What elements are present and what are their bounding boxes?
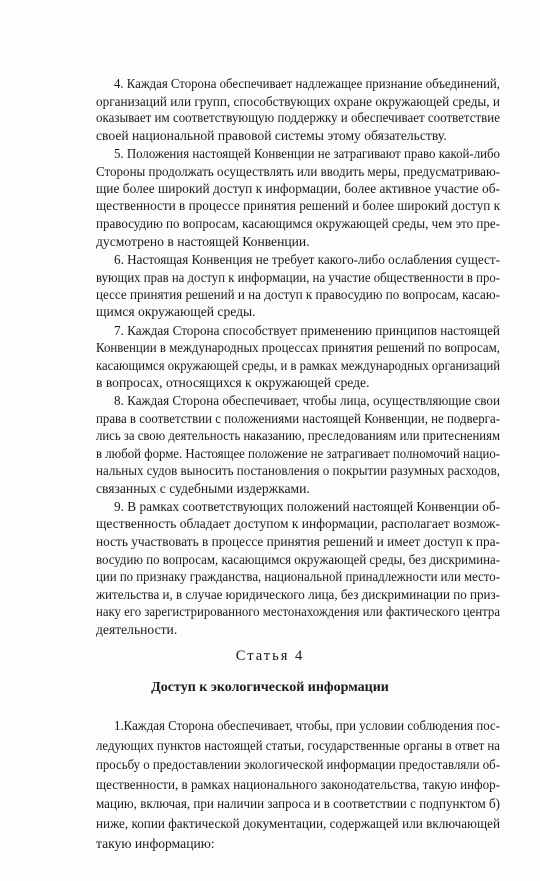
- text-line-content: своей национальной правовой системы этому обязательству.: [96, 127, 447, 143]
- text-line-content: щимся окружающей среды.: [96, 304, 256, 320]
- text-line-content: дусмотрено в настоящей Конвенции.: [96, 233, 310, 249]
- text-line-content: щественности в процессе принятия решений и более широкий доступ к: [96, 198, 501, 214]
- text-line-content: 4. Каждая Сторона обеспечивает надлежащее признание объединений,: [114, 76, 500, 91]
- text-line-content: жительства и, в случае юридического лица, без дискриминации по приз-: [96, 586, 500, 602]
- text-line-content: 1.Каждая Сторона обеспечивает, чтобы, при условии соблюдения пос-: [114, 718, 500, 733]
- text-line-content: 6. Настоящая Конвенция не требует какого-либо ослабления сущест-: [114, 252, 501, 268]
- text-line-content: 5. Положения настоящей Конвенции не затрагивают право какой-либо: [114, 146, 500, 162]
- text-line: [0, 620, 540, 641]
- text-line-content: щие более широкий доступ к информации, более активное участие об-: [96, 180, 500, 196]
- text-line-content: Стороны продолжать осуществлять или вводить меры, предусматриваю-: [96, 164, 501, 180]
- text-line-content: просьбу о предоставлении экологической информации предоставляли об-: [96, 757, 500, 773]
- text-line: [0, 736, 540, 757]
- text-line-content: касающимся окружающей среды, и в рамках международных организаций: [96, 357, 501, 373]
- text-line-content: Конвенции в международных процессах принятия решений по вопросам,: [96, 340, 500, 356]
- text-line-content: 9. В рамках соответствующих положений настоящей Конвенции об-: [114, 498, 501, 514]
- text-line-content: щественности, в рамках национального законодательства, такую инфор-: [96, 776, 501, 792]
- text-line-content: цессе принятия решений и на доступ к правосудию по вопросам, касаю-: [96, 287, 500, 303]
- text-line-content: права в соответствии с положениями настоящей Конвенции, не подверга-: [96, 410, 500, 426]
- text-line-content: лись за свою деятельность наказанию, преследованиям или притеснениям: [96, 428, 501, 444]
- text-line-content: ледующих пунктов настоящей статьи, государственные органы в ответ на: [96, 737, 501, 753]
- text-line-content: 8. Каждая Сторона обеспечивает, чтобы лица, осуществляющие свои: [114, 393, 500, 409]
- text-line-content: нальных судов выносить постановления о покрытии разумных расходов,: [96, 463, 501, 479]
- text-line-content: в вопросах, относящихся к окружающей среде.: [96, 375, 370, 391]
- text-line: [0, 775, 540, 796]
- text-line-content: оказывает им соответствующую поддержку и обеспечивает соответствие: [96, 110, 501, 126]
- text-line-content: связанных с судебными издержками.: [96, 481, 310, 497]
- text-line: [0, 755, 540, 776]
- text-line: [0, 794, 540, 815]
- text-line-content: организаций или групп, способствующих охране окружающей среды, и: [96, 93, 500, 109]
- text-line-content: в любой форме. Настоящее положение не затрагивает полномочий нацио-: [96, 445, 501, 461]
- text-line-content: щественность обладает доступом к информации, располагает возмож-: [96, 516, 500, 532]
- article-title: Доступ к экологической информации: [151, 680, 389, 695]
- text-line-content: ции по признаку гражданства, национальной принадлежности или место-: [96, 569, 500, 585]
- text-line-content: такую информацию:: [96, 835, 215, 851]
- text-line-content: наку его зарегистрированного местонахождения или фактического центра: [96, 604, 501, 620]
- text-line-content: восудию по вопросам, касающимся окружающей среды, без дискримина-: [96, 551, 501, 567]
- text-line: [0, 716, 540, 737]
- text-line-content: вующих прав на доступ к информации, на участие общественности в про-: [96, 269, 501, 285]
- text-line-content: ность участвовать в процессе принятия решений и имеет доступ к пра-: [96, 533, 500, 549]
- text-line-content: деятельности.: [96, 622, 178, 637]
- text-line-content: 7. Каждая Сторона способствует применению принципов настоящей: [114, 322, 500, 338]
- text-line-content: мацию, включая, при наличии запроса и в соответствии с подпунктом б): [96, 796, 500, 812]
- text-line: [0, 834, 540, 855]
- article-number: Статья 4: [235, 648, 305, 664]
- text-line-content: правосудию по вопросам, касающимся окружающей среды, чем это пре-: [96, 216, 500, 232]
- text-line-content: ниже, копии фактической документации, содержащей или включающей: [96, 816, 501, 831]
- text-line: [0, 814, 540, 835]
